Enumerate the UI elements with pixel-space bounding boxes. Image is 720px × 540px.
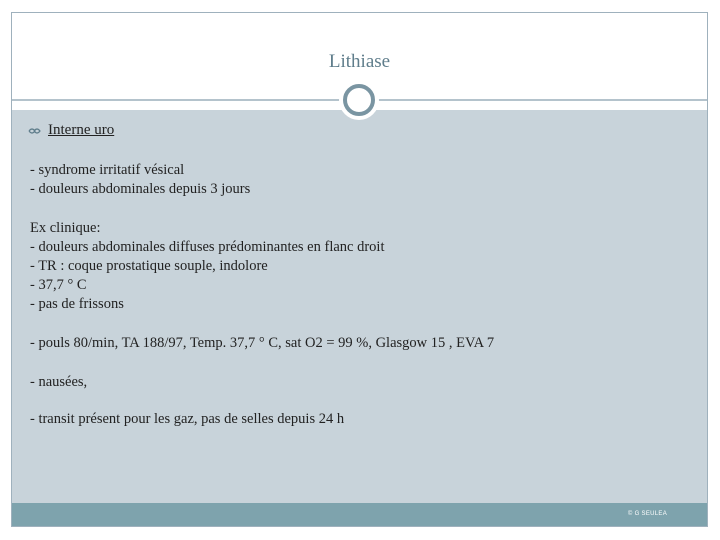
- bullet-label: Interne uro: [48, 122, 115, 138]
- footer-bar: [12, 503, 707, 526]
- nausea-line: - nausées,: [30, 374, 88, 390]
- text-line: - TR : coque prostatique souple, indolore: [30, 258, 268, 274]
- text-line: Ex clinique:: [30, 220, 101, 236]
- text-line: - 37,7 ° C: [30, 277, 87, 293]
- transit-line: - transit présent pour les gaz, pas de selles depuis 24 h: [30, 411, 345, 427]
- vitals-line: - pouls 80/min, TA 188/97, Temp. 37,7 ° C, sat O2 = 99 %, Glasgow 15 , EVA 7: [30, 335, 495, 351]
- copyright-text: © G SEULEA: [627, 511, 667, 517]
- text-line: - douleurs abdominales depuis 3 jours: [30, 181, 251, 197]
- bullet-item: [28, 122, 114, 139]
- clinical-exam-block: [30, 219, 385, 314]
- text-line: - pas de frissons: [30, 296, 124, 312]
- symptom-block: [30, 161, 250, 199]
- double-chevron-icon: [28, 126, 42, 136]
- slide-title: Lithiase: [328, 51, 391, 72]
- ring-ornament-icon: [343, 84, 375, 116]
- text-line: - syndrome irritatif vésical: [30, 162, 185, 178]
- text-line: - douleurs abdominales diffuses prédominantes en flanc droit: [30, 239, 385, 255]
